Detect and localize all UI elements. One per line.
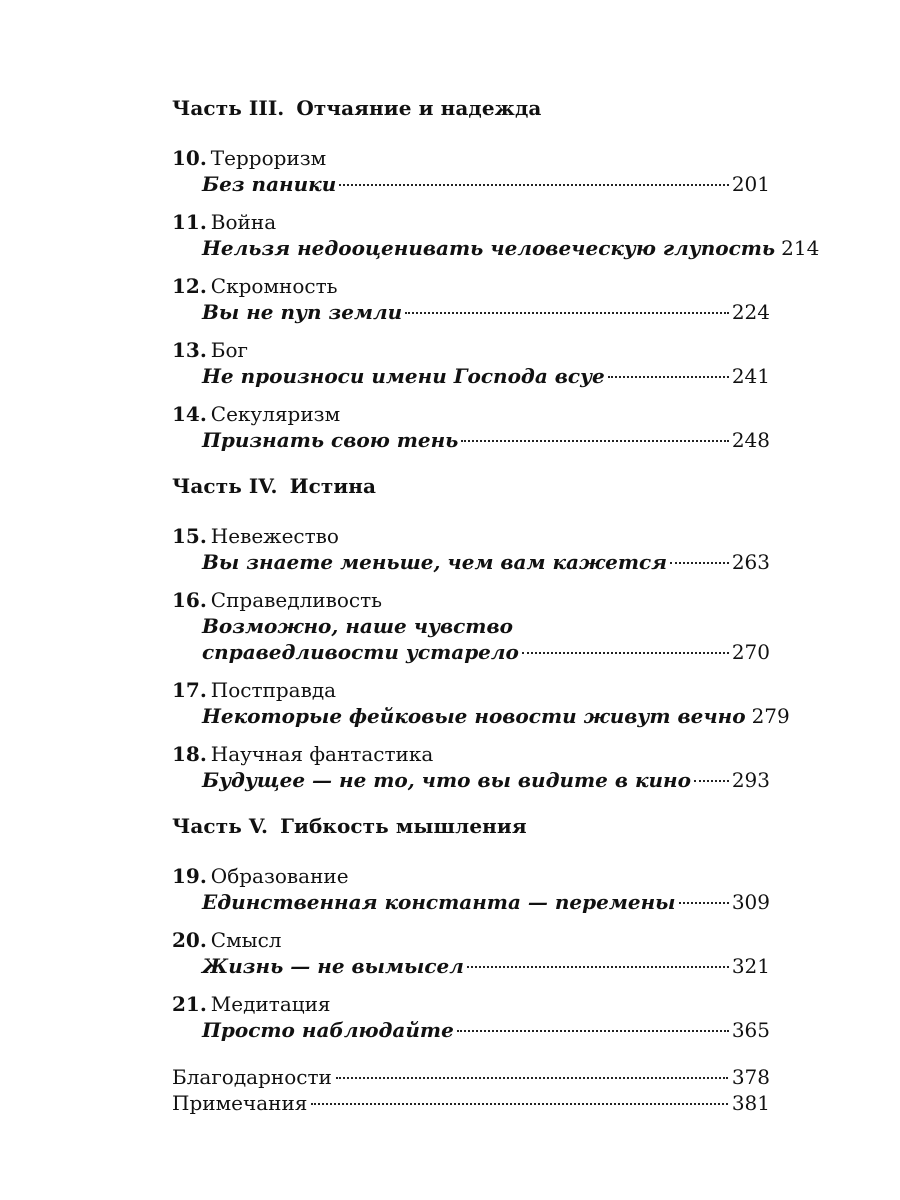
- dot-leader: [679, 902, 729, 904]
- chapter-number: 19.: [172, 864, 207, 888]
- page-number: 263: [731, 550, 770, 574]
- chapter-subtitle: Некоторые фейковые новости живут вечно: [202, 704, 746, 728]
- dot-leader: [405, 312, 729, 314]
- chapter-title: Война: [210, 210, 277, 234]
- part-title: Гибкость мышления: [280, 814, 527, 838]
- part-number: Часть IV.: [172, 474, 278, 498]
- page-number: 321: [731, 954, 770, 978]
- part-heading: [172, 92, 770, 124]
- dot-leader: [311, 1103, 727, 1105]
- chapter-title: Скромность: [210, 274, 338, 298]
- toc-entry-chapter-20[interactable]: [172, 928, 770, 979]
- toc-entry-chapter-21[interactable]: [172, 992, 770, 1043]
- part-number: Часть V.: [172, 814, 269, 838]
- part-heading: [172, 810, 770, 842]
- chapter-number: 13.: [172, 338, 207, 362]
- part-title: Отчаяние и надежда: [296, 96, 542, 120]
- page-number: 201: [731, 172, 770, 196]
- chapter-number: 18.: [172, 742, 207, 766]
- chapter-number: 17.: [172, 678, 207, 702]
- toc-entry-chapter-18[interactable]: [172, 742, 770, 793]
- chapter-subtitle: Будущее — не то, что вы видите в кино: [202, 768, 691, 792]
- chapter-number: 11.: [172, 210, 207, 234]
- chapter-subtitle: Вы не пуп земли: [202, 300, 403, 324]
- page-number: 248: [731, 428, 770, 452]
- chapter-subtitle: справедливости устарело: [202, 640, 519, 664]
- dot-leader: [339, 184, 729, 186]
- page-number: 309: [731, 890, 770, 914]
- dot-leader: [457, 1030, 729, 1032]
- page-number: 365: [731, 1018, 770, 1042]
- toc-entry-chapter-13[interactable]: [172, 338, 770, 389]
- chapter-subtitle: Без паники: [202, 172, 337, 196]
- chapter-subtitle: Не произноси имени Господа всуе: [202, 364, 605, 388]
- chapter-title: Справедливость: [210, 588, 383, 612]
- chapter-subtitle: Вы знаете меньше, чем вам кажется: [202, 550, 668, 574]
- chapter-subtitle-line-1: Возможно, наше чувство: [202, 614, 513, 638]
- chapter-subtitle: Просто наблюдайте: [202, 1018, 454, 1042]
- page-number: 293: [731, 768, 770, 792]
- chapter-number: 21.: [172, 992, 207, 1016]
- toc-entry-chapter-16[interactable]: [172, 588, 770, 665]
- chapter-number: 14.: [172, 402, 207, 426]
- back-matter-title: Примечания: [172, 1091, 308, 1115]
- dot-leader: [336, 1077, 728, 1079]
- chapter-title: Бог: [210, 338, 249, 362]
- part-heading: [172, 470, 770, 502]
- dot-leader: [694, 780, 729, 782]
- page-number: 381: [731, 1091, 770, 1115]
- dot-leader: [670, 562, 729, 564]
- page-number: 279: [751, 704, 790, 728]
- toc-entry-chapter-12[interactable]: [172, 274, 770, 325]
- part-title: Истина: [289, 474, 377, 498]
- dot-leader: [522, 652, 729, 654]
- toc-entry-acknowledgements[interactable]: [172, 1064, 770, 1090]
- toc-entry-chapter-17[interactable]: [172, 678, 790, 729]
- page-number: 224: [731, 300, 770, 324]
- toc-entry-notes[interactable]: [172, 1090, 770, 1116]
- chapter-title: Медитация: [210, 992, 331, 1016]
- dot-leader: [608, 376, 729, 378]
- chapter-title: Смысл: [210, 928, 282, 952]
- toc-entry-chapter-15[interactable]: [172, 524, 770, 575]
- chapter-title: Научная фантастика: [210, 742, 434, 766]
- chapter-number: 10.: [172, 146, 207, 170]
- chapter-title: Терроризм: [210, 146, 327, 170]
- chapter-title: Постправда: [210, 678, 337, 702]
- dot-leader: [461, 440, 728, 442]
- back-matter-title: Благодарности: [172, 1065, 332, 1089]
- chapter-number: 15.: [172, 524, 207, 548]
- chapter-subtitle: Жизнь — не вымысел: [202, 954, 464, 978]
- toc-entry-chapter-10[interactable]: [172, 146, 770, 197]
- toc-entry-chapter-14[interactable]: [172, 402, 770, 453]
- chapter-title: Невежество: [210, 524, 339, 548]
- chapter-number: 20.: [172, 928, 207, 952]
- toc-entry-chapter-19[interactable]: [172, 864, 770, 915]
- chapter-title: Образование: [210, 864, 349, 888]
- chapter-title: Секуляризм: [210, 402, 341, 426]
- page-number: 241: [731, 364, 770, 388]
- table-of-contents: [172, 92, 820, 1116]
- toc-entry-chapter-11[interactable]: [172, 210, 820, 261]
- chapter-subtitle: Нельзя недооценивать человеческую глупость: [202, 236, 776, 260]
- dot-leader: [467, 966, 729, 968]
- part-number: Часть III.: [172, 96, 285, 120]
- page-number: 378: [731, 1065, 770, 1089]
- chapter-number: 12.: [172, 274, 207, 298]
- chapter-subtitle: Единственная константа — перемены: [202, 890, 676, 914]
- page-number: 270: [731, 640, 770, 664]
- page-number: 214: [781, 236, 820, 260]
- chapter-number: 16.: [172, 588, 207, 612]
- chapter-subtitle: Признать свою тень: [202, 428, 459, 452]
